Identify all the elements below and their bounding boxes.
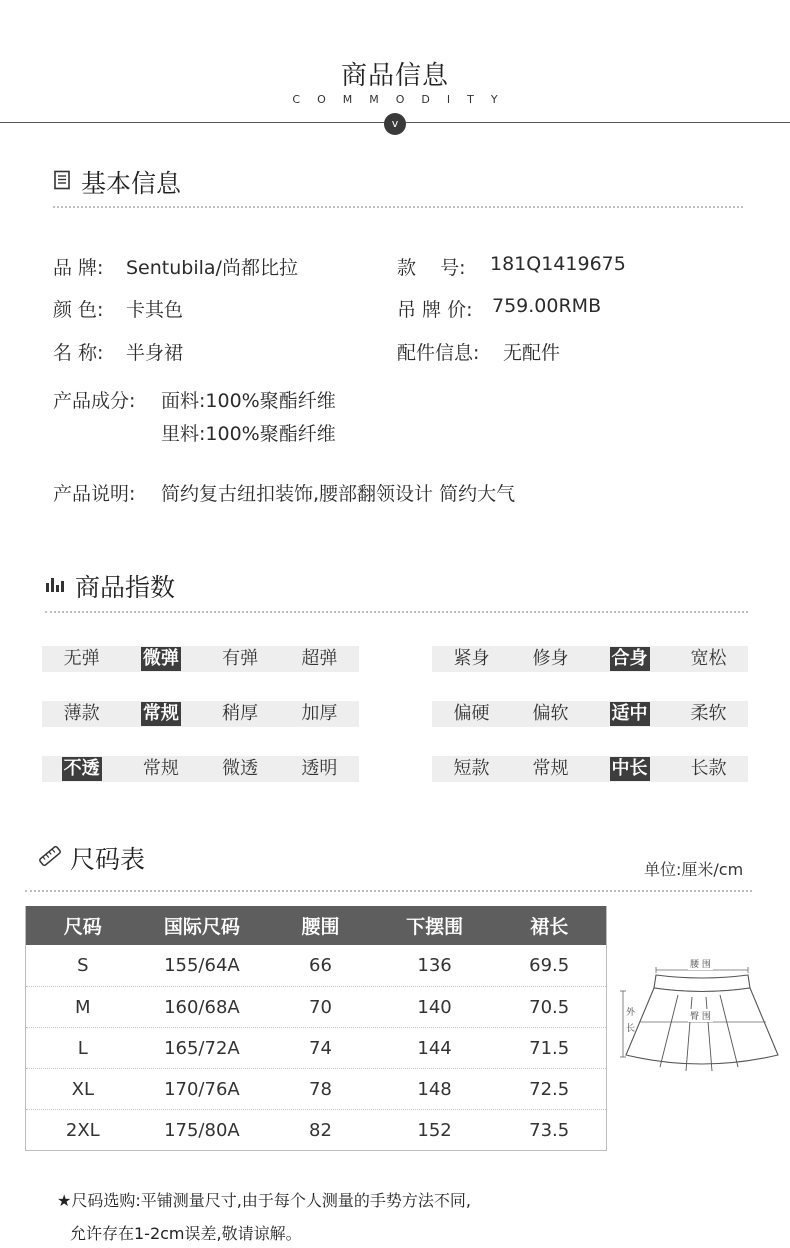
index-option bbox=[590, 702, 669, 726]
model-label: 款 号: bbox=[397, 257, 466, 279]
index-row-right-2 bbox=[432, 701, 748, 727]
cell-size: L bbox=[77, 1037, 88, 1059]
cell-length: 73.5 bbox=[529, 1119, 570, 1141]
index-option-label: 无弹 bbox=[63, 648, 100, 669]
index-option bbox=[432, 757, 511, 781]
index-option bbox=[511, 647, 590, 671]
index-option-label: 柔软 bbox=[690, 703, 727, 724]
index-option-label: 透明 bbox=[301, 758, 338, 779]
index-option-selected: 常规 bbox=[142, 703, 179, 724]
size-table bbox=[25, 906, 607, 1151]
index-option bbox=[201, 702, 280, 726]
size-table-body bbox=[26, 945, 606, 1150]
index-row-right-3 bbox=[432, 756, 748, 782]
model-value: 181Q1419675 bbox=[490, 253, 626, 275]
name-label: 名 称: bbox=[53, 342, 104, 364]
index-option-label: 加厚 bbox=[301, 703, 338, 724]
index-option-label: 宽松 bbox=[690, 648, 727, 669]
index-option-selected: 微弹 bbox=[142, 648, 179, 669]
page-subtitle: COMMODITY bbox=[292, 93, 515, 106]
accessory-label: 配件信息: bbox=[397, 342, 480, 364]
table-row bbox=[26, 1109, 606, 1150]
index-option-label: 常规 bbox=[532, 758, 569, 779]
size-heading bbox=[38, 840, 145, 876]
size-note-line1: ★尺码选购:平铺测量尺寸,由于每个人测量的手势方法不同, bbox=[57, 1191, 471, 1210]
ruler-icon bbox=[38, 845, 62, 871]
index-option bbox=[669, 757, 748, 781]
index-option bbox=[121, 757, 200, 781]
chevron-down-icon: v bbox=[384, 113, 406, 135]
document-icon bbox=[53, 170, 71, 194]
index-right-group bbox=[432, 646, 748, 782]
cell-intl-size: 165/72A bbox=[164, 1037, 240, 1059]
cell-waist: 66 bbox=[309, 955, 332, 976]
index-row-left-3 bbox=[42, 756, 359, 782]
description-label: 产品说明: bbox=[53, 483, 136, 505]
diagram-length-label-2: 长 bbox=[626, 1024, 636, 1034]
price-value: 759.00RMB bbox=[492, 295, 602, 317]
index-option bbox=[511, 702, 590, 726]
index-option bbox=[42, 757, 121, 781]
index-option bbox=[42, 702, 121, 726]
index-option-label: 稍厚 bbox=[222, 703, 259, 724]
description-value: 简约复古纽扣装饰,腰部翻领设计 简约大气 bbox=[161, 483, 516, 505]
brand-label: 品 牌: bbox=[53, 257, 104, 279]
index-option bbox=[201, 757, 280, 781]
size-divider bbox=[25, 890, 752, 892]
index-option-selected: 合身 bbox=[611, 648, 648, 669]
index-option-label: 薄款 bbox=[63, 703, 100, 724]
index-option bbox=[121, 647, 200, 671]
diagram-length-label-1: 外 bbox=[626, 1008, 636, 1018]
index-option-label: 短款 bbox=[453, 758, 490, 779]
brand-value: Sentubila/尚都比拉 bbox=[126, 257, 298, 279]
composition-label: 产品成分: bbox=[53, 390, 136, 412]
index-option-label: 微透 bbox=[222, 758, 259, 779]
index-option-label: 偏软 bbox=[532, 703, 569, 724]
index-option bbox=[669, 702, 748, 726]
index-option-selected: 适中 bbox=[611, 703, 648, 724]
header-size: 尺码 bbox=[63, 916, 102, 938]
cell-intl-size: 155/64A bbox=[164, 955, 240, 976]
index-divider bbox=[45, 611, 748, 613]
index-option bbox=[432, 647, 511, 671]
cell-size: S bbox=[77, 955, 89, 976]
header-waist: 腰围 bbox=[301, 916, 340, 938]
diagram-waist-label: 腰 围 bbox=[688, 957, 713, 970]
cell-length: 69.5 bbox=[529, 955, 570, 976]
index-option-label: 紧身 bbox=[453, 648, 490, 669]
index-option-label: 超弹 bbox=[301, 648, 338, 669]
index-left-group bbox=[42, 646, 359, 782]
bar-chart-icon bbox=[45, 575, 65, 597]
cell-size: 2XL bbox=[65, 1119, 100, 1141]
cell-waist: 74 bbox=[309, 1037, 332, 1059]
cell-intl-size: 175/80A bbox=[164, 1119, 240, 1141]
size-note-line2: 允许存在1-2cm误差,敬请谅解。 bbox=[70, 1224, 302, 1243]
index-option-label: 有弹 bbox=[222, 648, 259, 669]
cell-intl-size: 160/68A bbox=[164, 996, 240, 1018]
color-value: 卡其色 bbox=[126, 299, 184, 321]
cell-hem: 144 bbox=[417, 1037, 452, 1059]
index-row-left-2 bbox=[42, 701, 359, 727]
page-title: 商品信息 bbox=[340, 61, 449, 91]
index-heading bbox=[45, 568, 175, 604]
cell-length: 70.5 bbox=[529, 996, 570, 1018]
index-option bbox=[511, 757, 590, 781]
cell-hem: 148 bbox=[417, 1078, 452, 1100]
table-row bbox=[26, 1027, 606, 1068]
cell-length: 72.5 bbox=[529, 1078, 570, 1100]
index-option bbox=[280, 702, 359, 726]
index-option-label: 常规 bbox=[142, 758, 179, 779]
accessory-value: 无配件 bbox=[503, 342, 561, 364]
size-title: 尺码表 bbox=[70, 845, 146, 874]
size-table-header bbox=[26, 906, 606, 945]
cell-intl-size: 170/76A bbox=[164, 1078, 240, 1100]
header-length: 裙长 bbox=[530, 916, 569, 938]
index-row-right-1 bbox=[432, 646, 748, 672]
cell-waist: 70 bbox=[309, 996, 332, 1018]
table-row bbox=[26, 986, 606, 1027]
index-option bbox=[280, 647, 359, 671]
cell-size: M bbox=[75, 996, 91, 1018]
index-option-selected: 中长 bbox=[611, 758, 648, 779]
cell-hem: 136 bbox=[417, 955, 452, 976]
skirt-diagram bbox=[620, 955, 780, 1085]
cell-hem: 152 bbox=[417, 1119, 452, 1141]
header-intl-size: 国际尺码 bbox=[163, 916, 240, 938]
index-option bbox=[201, 647, 280, 671]
header-hem: 下摆围 bbox=[406, 916, 464, 938]
basic-info-heading bbox=[53, 164, 181, 200]
basic-info-title: 基本信息 bbox=[81, 169, 182, 198]
size-unit: 单位:厘米/cm bbox=[644, 860, 744, 879]
index-option bbox=[42, 647, 121, 671]
cell-size: XL bbox=[71, 1078, 94, 1100]
index-option bbox=[432, 702, 511, 726]
index-option-label: 偏硬 bbox=[453, 703, 490, 724]
diagram-hip-label: 臀 围 bbox=[688, 1009, 713, 1022]
index-option-label: 长款 bbox=[690, 758, 727, 779]
name-value: 半身裙 bbox=[126, 342, 184, 364]
index-title: 商品指数 bbox=[75, 573, 176, 602]
index-option bbox=[280, 757, 359, 781]
index-option-label: 修身 bbox=[532, 648, 569, 669]
index-option bbox=[121, 702, 200, 726]
table-row bbox=[26, 1068, 606, 1109]
cell-hem: 140 bbox=[417, 996, 452, 1018]
price-label: 吊 牌 价: bbox=[397, 299, 473, 321]
basic-info-divider bbox=[53, 206, 743, 208]
composition-lining: 里料:100%聚酯纤维 bbox=[161, 423, 336, 445]
cell-length: 71.5 bbox=[529, 1037, 570, 1059]
cell-waist: 78 bbox=[309, 1078, 332, 1100]
index-option bbox=[590, 647, 669, 671]
index-row-left-1 bbox=[42, 646, 359, 672]
index-option bbox=[669, 647, 748, 671]
composition-shell: 面料:100%聚酯纤维 bbox=[161, 390, 336, 412]
table-row bbox=[26, 945, 606, 986]
cell-waist: 82 bbox=[309, 1119, 332, 1141]
index-option-selected: 不透 bbox=[63, 758, 100, 779]
color-label: 颜 色: bbox=[53, 299, 104, 321]
index-option bbox=[590, 757, 669, 781]
